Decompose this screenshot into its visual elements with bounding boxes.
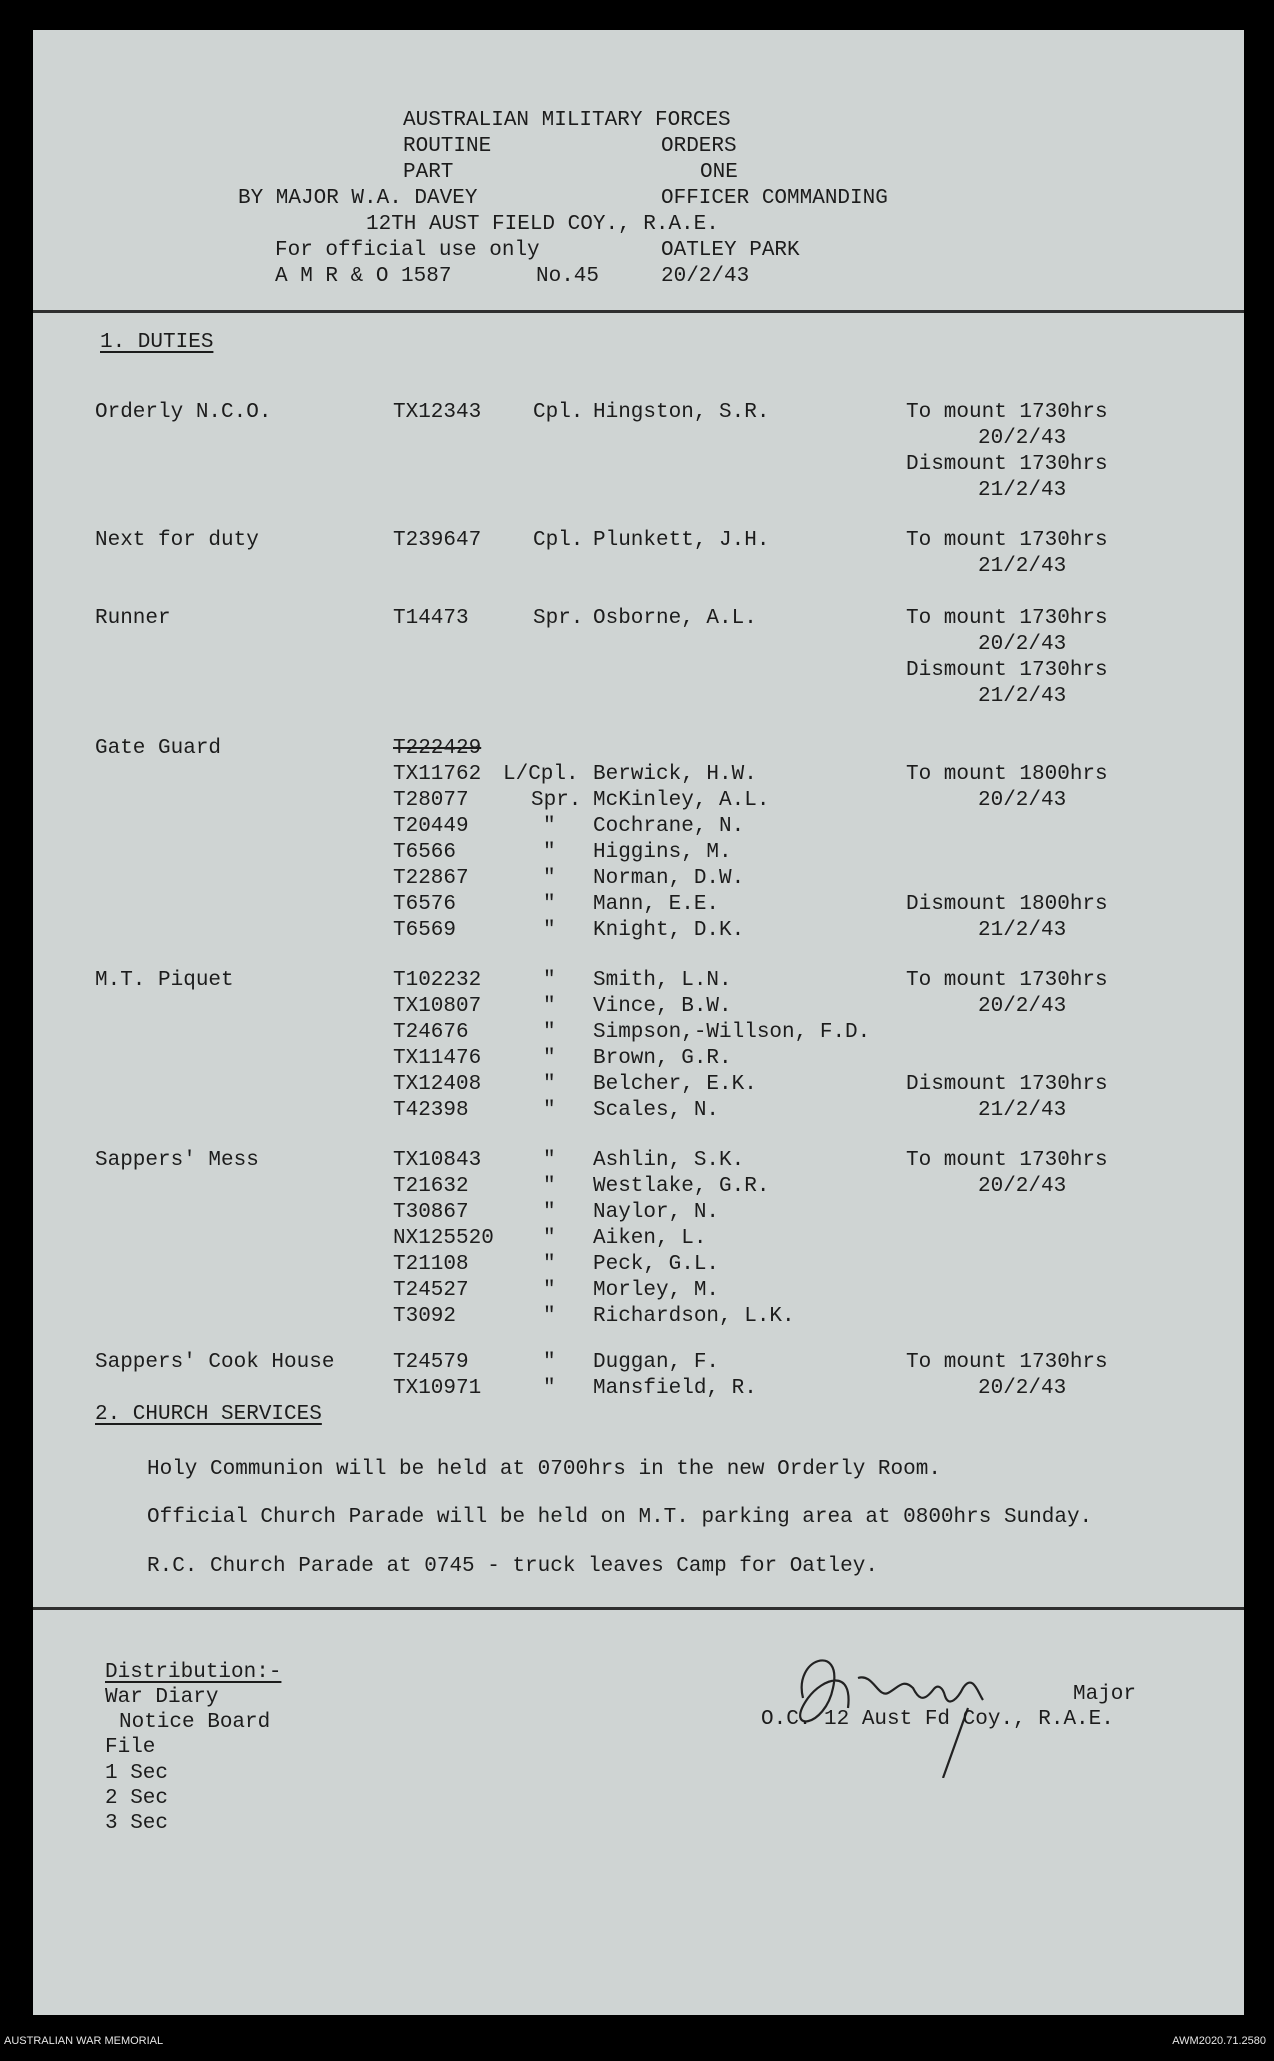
duty-num: NX125520	[393, 1227, 494, 1250]
duty-name: Mansfield, R.	[593, 1377, 757, 1400]
duty-name: Aiken, L.	[593, 1227, 707, 1250]
duty-num: T14473	[393, 607, 469, 630]
duty-num: T24579	[393, 1351, 469, 1374]
header-officer-commanding: OFFICER COMMANDING	[661, 187, 888, 210]
duty-rank: "	[543, 1149, 556, 1172]
duty-note: 21/2/43	[978, 685, 1067, 708]
duty-name: Scales, N.	[593, 1099, 720, 1122]
church-line: Holy Communion will be held at 0700hrs in the new Orderly Room.	[147, 1458, 941, 1481]
duty-note: 21/2/43	[978, 919, 1067, 942]
header-unit: 12TH AUST FIELD COY., R.A.E.	[366, 213, 719, 236]
duty-name: Simpson,-Willson, F.D.	[593, 1021, 871, 1044]
duty-num: T6569	[393, 919, 457, 942]
header-amr: A M R & O 1587	[275, 265, 452, 288]
distribution-item: 1 Sec	[105, 1762, 169, 1785]
duty-rank: Cpl.	[533, 401, 584, 424]
signature-title: O.C. 12 Aust Fd Coy., R.A.E.	[761, 1708, 1114, 1731]
duty-rank: "	[543, 867, 556, 890]
duty-note: Dismount 1730hrs	[906, 659, 1108, 682]
header-orders: ORDERS	[661, 135, 737, 158]
duty-note: To mount 1730hrs	[906, 969, 1108, 992]
duty-label: Orderly N.C.O.	[95, 401, 272, 424]
duty-note: 20/2/43	[978, 995, 1067, 1018]
footer-right: AWM2020.71.2580	[1172, 2035, 1266, 2047]
duty-rank: "	[543, 1351, 556, 1374]
distribution-item: 3 Sec	[105, 1812, 169, 1835]
duty-note: To mount 1730hrs	[906, 1351, 1108, 1374]
duty-num: T20449	[393, 815, 469, 838]
duty-num: T6576	[393, 893, 457, 916]
duty-note: 21/2/43	[978, 1099, 1067, 1122]
duty-label: Sappers' Cook House	[95, 1351, 335, 1374]
duty-name: Norman, D.W.	[593, 867, 745, 890]
duty-name: Belcher, E.K.	[593, 1073, 757, 1096]
duty-label: M.T. Piquet	[95, 969, 234, 992]
duty-name: Higgins, M.	[593, 841, 732, 864]
duty-num: TX10807	[393, 995, 482, 1018]
duty-rank: "	[543, 841, 556, 864]
duty-name: Richardson, L.K.	[593, 1305, 795, 1328]
duty-name: Vince, B.W.	[593, 995, 732, 1018]
duty-num: T222429	[393, 737, 482, 760]
church-line: Official Church Parade will be held on M.T. parking area at 0800hrs Sunday.	[147, 1506, 1093, 1529]
duty-num: T21632	[393, 1175, 469, 1198]
distribution-item: War Diary	[105, 1686, 219, 1709]
duty-name: Morley, M.	[593, 1279, 720, 1302]
duty-note: To mount 1730hrs	[906, 401, 1108, 424]
header-title: AUSTRALIAN MILITARY FORCES	[403, 109, 731, 132]
duty-rank: "	[543, 995, 556, 1018]
header-date: 20/2/43	[661, 265, 750, 288]
duty-name: Ashlin, S.K.	[593, 1149, 745, 1172]
duty-num: T28077	[393, 789, 469, 812]
duty-num: T3092	[393, 1305, 457, 1328]
bottom-rule	[33, 1607, 1244, 1610]
duty-name: Smith, L.N.	[593, 969, 732, 992]
duty-rank: "	[543, 1073, 556, 1096]
duties-heading: 1. DUTIES	[100, 331, 214, 354]
duty-rank: "	[543, 1227, 556, 1250]
duty-note: Dismount 1730hrs	[906, 1073, 1108, 1096]
duty-note: Dismount 1800hrs	[906, 893, 1108, 916]
duty-name: Berwick, H.W.	[593, 763, 757, 786]
duty-label: Runner	[95, 607, 171, 630]
duty-name: McKinley, A.L.	[593, 789, 770, 812]
duty-rank: "	[543, 919, 556, 942]
duty-num: TX11476	[393, 1047, 482, 1070]
distribution-item: Notice Board	[119, 1711, 271, 1734]
duty-rank: "	[543, 1305, 556, 1328]
duty-note: 20/2/43	[978, 789, 1067, 812]
duty-note: To mount 1730hrs	[906, 529, 1108, 552]
duty-name: Brown, G.R.	[593, 1047, 732, 1070]
duty-name: Osborne, A.L.	[593, 607, 757, 630]
duty-num: TX10843	[393, 1149, 482, 1172]
duty-rank: "	[543, 1047, 556, 1070]
distribution-item: 2 Sec	[105, 1787, 169, 1810]
duty-num: T42398	[393, 1099, 469, 1122]
duty-note: 20/2/43	[978, 633, 1067, 656]
duty-num: T102232	[393, 969, 482, 992]
header-location: OATLEY PARK	[661, 239, 800, 262]
duty-name: Peck, G.L.	[593, 1253, 720, 1276]
duty-note: 20/2/43	[978, 1175, 1067, 1198]
duty-num: TX10971	[393, 1377, 482, 1400]
document-sheet	[33, 30, 1244, 2015]
distribution-item: File	[105, 1736, 156, 1759]
duty-rank: L/Cpl.	[503, 763, 579, 786]
duty-name: Naylor, N.	[593, 1201, 720, 1224]
duty-num: TX11762	[393, 763, 482, 786]
duty-rank: "	[543, 815, 556, 838]
duty-num: T24676	[393, 1021, 469, 1044]
duty-rank: "	[543, 1175, 556, 1198]
church-line: R.C. Church Parade at 0745 - truck leaves Camp for Oatley.	[147, 1555, 878, 1578]
duty-rank: "	[543, 893, 556, 916]
duty-name: Westlake, G.R.	[593, 1175, 770, 1198]
duty-note: 20/2/43	[978, 1377, 1067, 1400]
duty-rank: "	[543, 969, 556, 992]
duty-num: TX12408	[393, 1073, 482, 1096]
duty-rank: "	[543, 1201, 556, 1224]
distribution-heading: Distribution:-	[105, 1661, 282, 1684]
duty-rank: Spr.	[533, 607, 584, 630]
header-part: PART	[403, 161, 454, 184]
duty-note: 21/2/43	[978, 479, 1067, 502]
duty-rank: "	[543, 1021, 556, 1044]
header-by-major: BY MAJOR W.A. DAVEY	[238, 187, 478, 210]
duty-label: Gate Guard	[95, 737, 222, 760]
duty-note: 20/2/43	[978, 427, 1067, 450]
duty-label: Next for duty	[95, 529, 259, 552]
duty-num: T22867	[393, 867, 469, 890]
duty-rank: "	[543, 1099, 556, 1122]
header-number: No.45	[536, 265, 600, 288]
duty-num: T24527	[393, 1279, 469, 1302]
signature-rank: Major	[1073, 1683, 1137, 1706]
duty-rank: Cpl.	[533, 529, 584, 552]
church-heading: 2. CHURCH SERVICES	[95, 1403, 322, 1426]
header-one: ONE	[700, 161, 738, 184]
duty-note: To mount 1730hrs	[906, 607, 1108, 630]
duty-note: To mount 1730hrs	[906, 1149, 1108, 1172]
duty-label: Sappers' Mess	[95, 1149, 259, 1172]
duty-num: T30867	[393, 1201, 469, 1224]
duty-num: T239647	[393, 529, 482, 552]
header-official-use: For official use only	[275, 239, 540, 262]
duty-name: Mann, E.E.	[593, 893, 720, 916]
header-routine: ROUTINE	[403, 135, 492, 158]
duty-rank: "	[543, 1253, 556, 1276]
duty-num: T6566	[393, 841, 457, 864]
top-rule	[33, 310, 1244, 313]
duty-name: Plunkett, J.H.	[593, 529, 770, 552]
duty-name: Knight, D.K.	[593, 919, 745, 942]
duty-rank: "	[543, 1377, 556, 1400]
duty-note: 21/2/43	[978, 555, 1067, 578]
footer-left: AUSTRALIAN WAR MEMORIAL	[4, 2035, 164, 2047]
duty-rank: "	[543, 1279, 556, 1302]
duty-rank: Spr.	[531, 789, 582, 812]
duty-name: Hingston, S.R.	[593, 401, 770, 424]
duty-note: To mount 1800hrs	[906, 763, 1108, 786]
duty-num: TX12343	[393, 401, 482, 424]
duty-note: Dismount 1730hrs	[906, 453, 1108, 476]
duty-name: Cochrane, N.	[593, 815, 745, 838]
duty-num: T21108	[393, 1253, 469, 1276]
duty-name: Duggan, F.	[593, 1351, 720, 1374]
